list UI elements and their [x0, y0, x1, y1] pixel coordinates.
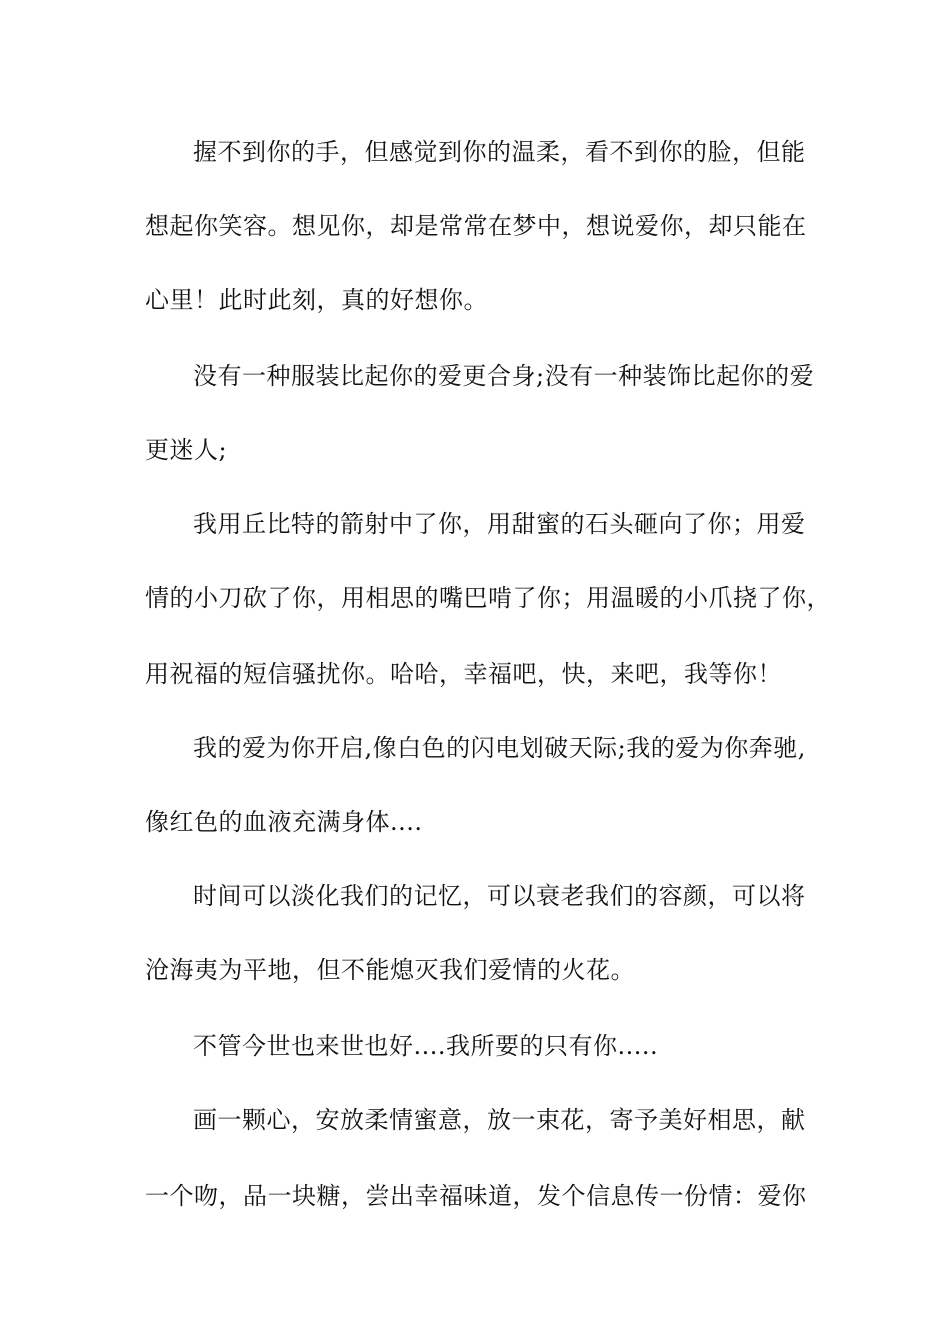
- paragraph-6-line-1: 不管今世也来世也好....我所要的只有你.....: [193, 1032, 659, 1060]
- paragraph-5-line-2: 沧海夷为平地，但不能熄灭我们爱情的火花。: [145, 956, 635, 984]
- paragraph-3-line-3: 用祝福的短信骚扰你。哈哈，幸福吧，快，来吧，我等你！: [145, 660, 782, 688]
- paragraph-1-line-2: 想起你笑容。想见你，却是常常在梦中，想说爱你，却只能在: [145, 212, 807, 240]
- paragraph-1-line-3: 心里！此时此刻，真的好想你。: [145, 286, 488, 314]
- paragraph-7-line-2: 一个吻，品一块糖，尝出幸福味道，发个信息传一份情：爱你: [145, 1182, 807, 1210]
- paragraph-4-line-1: 我的爱为你开启,像白色的闪电划破天际;我的爱为你奔驰,: [193, 734, 806, 762]
- paragraph-2-line-1: 没有一种服装比起你的爱更合身;没有一种装饰比起你的爱: [193, 362, 815, 390]
- paragraph-5-line-1: 时间可以淡化我们的记忆，可以衰老我们的容颜，可以将: [193, 882, 806, 910]
- paragraph-2-line-2: 更迷人;: [145, 436, 228, 464]
- paragraph-7-line-1: 画一颗心，安放柔情蜜意，放一束花，寄予美好相思，献: [193, 1106, 806, 1134]
- paragraph-3-line-2: 情的小刀砍了你，用相思的嘴巴啃了你；用温暖的小爪挠了你，: [145, 584, 831, 612]
- paragraph-1-line-1: 握不到你的手，但感觉到你的温柔，看不到你的脸，但能: [193, 138, 806, 166]
- paragraph-3-line-1: 我用丘比特的箭射中了你，用甜蜜的石头砸向了你；用爱: [193, 510, 806, 538]
- paragraph-4-line-2: 像红色的血液充满身体....: [145, 808, 423, 836]
